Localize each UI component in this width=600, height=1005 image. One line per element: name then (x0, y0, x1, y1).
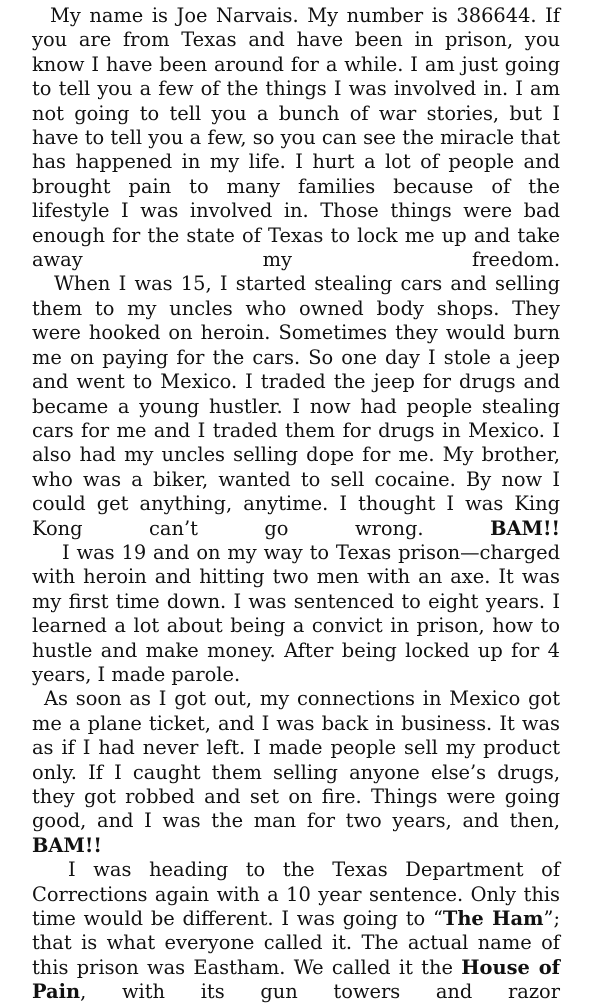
paragraph-text: As soon as I got out, my connections in Mexico got me a plane ticket, and I was back in business. It was as if I had never left. I made people sell my product only. If I caught them selling anyone else’s drugs, they got robbed and set on fire. Things were going good, and I was the man for two years, and then, (32, 687, 560, 833)
document-page (32, 4, 560, 1005)
emphasis-house-of-pain: House of Pain (32, 955, 560, 1004)
emphasis-bam: BAM!! (32, 833, 102, 857)
emphasis-bam: BAM!! (490, 516, 560, 540)
paragraph-text: I was heading to the Texas Department of Corrections again with a 10 year sentence. Only this time would be different. I was going to “ (32, 858, 560, 931)
emphasis-the-ham: The Ham (442, 907, 544, 931)
paragraph-parole (32, 687, 560, 858)
paragraph-text: My name is Joe Narvais. My number is 386644. If you are from Texas and have been in prison, you know I have been around for a while. I am just going to tell you a few of the things I was involved in. I am not going to tell you a bunch of war stories, but I have to tell you a few, so you can see the miracle that has happened in my life. I hurt a lot of people and brought pain to many families because of the lifestyle I was involved in. Those things were bad enough for the state of Texas to lock me up and take away my freedom. (32, 4, 560, 272)
paragraph-text: ”; that is what everyone called it. The actual name of this prison was Eastham. We called it the (32, 907, 560, 979)
paragraph-text: When I was 15, I started stealing cars and selling them to my uncles who owned body shops. They were hooked on heroin. Sometimes they would burn me on paying for the cars. So one day I stole a jeep and went to Mexico. I traded the jeep for drugs and became a young hustler. I now had people stealing cars for me and I traded them for drugs in Mexico. I also had my uncles selling dope for me. My brother, who was a biker, wanted to sell cocaine. By now I could get anything, anytime. I thought I was King Kong can’t go wrong. (32, 272, 560, 540)
paragraph-eastham (32, 858, 560, 1004)
paragraph-youth (32, 272, 560, 540)
paragraph-intro (32, 4, 560, 272)
paragraph-first-sentence (32, 541, 560, 687)
paragraph-text: I was 19 and on my way to Texas prison—charged with heroin and hitting two men with an axe. It was my first time down. I was sentenced to eight years. I learned a lot about being a convict in prison, how to hustle and make money. After being locked up for 4 years, I made parole. (32, 540, 560, 686)
paragraph-text: , with its gun towers and razor (80, 980, 560, 1004)
